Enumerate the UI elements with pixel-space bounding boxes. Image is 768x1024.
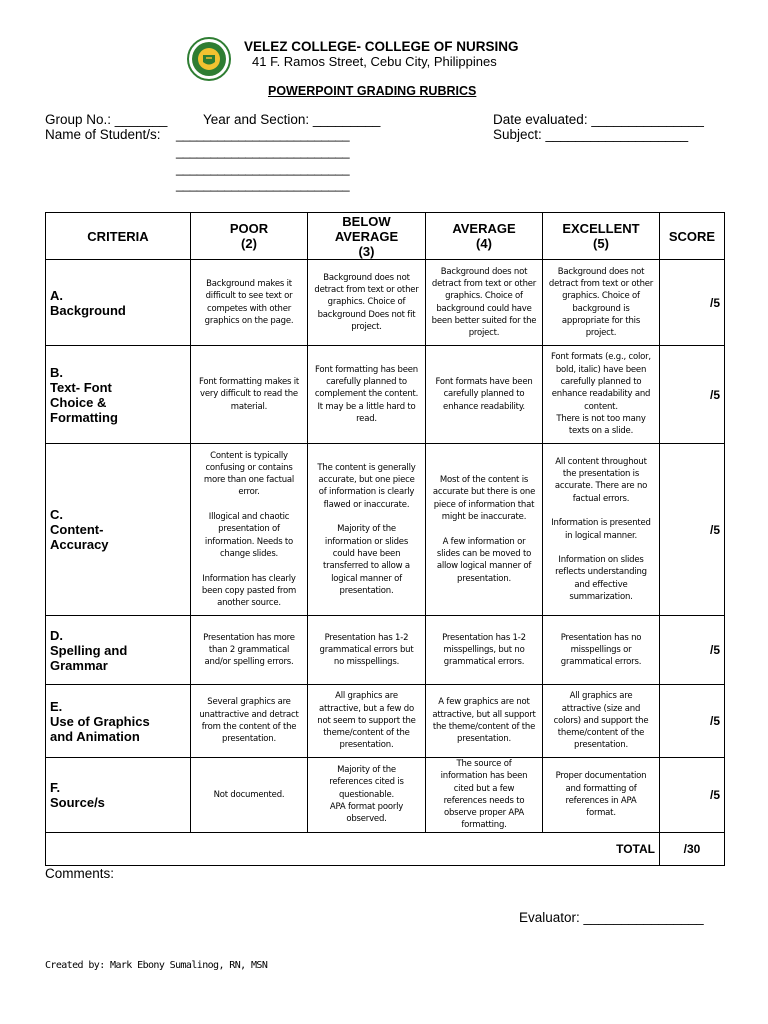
criteria-letter: E. [50, 698, 63, 714]
subject-field: Subject: ___________________ [493, 127, 689, 142]
score-cell: /5 [660, 616, 725, 685]
score-cell: /5 [660, 685, 725, 758]
poor-cell: Content is typically confusing or contains more than one factual error. Illogical and chaotic presentation of information. Needs to change slides. Information has clearly been copy pasted from another source. [191, 444, 308, 616]
rubric-table [45, 212, 725, 866]
below-average-cell: The content is generally accurate, but one piece of information is clearly flawed or inaccurate. Majority of the information or slides could have been transferred to allow a logical manner of presentation. [308, 444, 426, 616]
criteria-cell [46, 260, 191, 346]
below-average-cell: Majority of the references cited is questionable. APA format poorly observed. [308, 758, 426, 833]
poor-cell: Not documented. [191, 758, 308, 833]
table-row [46, 260, 725, 346]
criteria-label: Text- Font Choice & Formatting [50, 379, 118, 425]
below-average-cell: Presentation has 1-2 grammatical errors but no misspellings. [308, 616, 426, 685]
name-blank-line: _________________________ [176, 127, 350, 142]
criteria-cell [46, 346, 191, 444]
header-average: AVERAGE (4) [426, 213, 543, 260]
college-name: VELEZ COLLEGE- COLLEGE OF NURSING [244, 39, 519, 54]
below-average-cell: Font formatting has been carefully planned to complement the content. It may be a little hard to read. [308, 346, 426, 444]
table-row [46, 685, 725, 758]
excellent-cell: Font formats (e.g., color, bold, italic) have been carefully planned to enhance readability and content. There is not too many texts on a slide. [543, 346, 660, 444]
name-blank-line: _________________________ [176, 161, 350, 176]
criteria-letter: D. [50, 627, 63, 643]
criteria-letter: B. [50, 364, 63, 380]
header-below-average: BELOW AVERAGE (3) [308, 213, 426, 260]
score-cell: /5 [660, 346, 725, 444]
date-evaluated-field: Date evaluated: _______________ [493, 112, 704, 127]
table-row [46, 444, 725, 616]
excellent-cell: Presentation has no misspellings or grammatical errors. [543, 616, 660, 685]
criteria-cell [46, 685, 191, 758]
table-row [46, 616, 725, 685]
excellent-cell: All content throughout the presentation is accurate. There are no factual errors. Information is presented in logical manner. Information on slides reflects understanding and effective summarization. [543, 444, 660, 616]
total-row [46, 832, 725, 865]
criteria-label: Background [50, 302, 126, 318]
criteria-letter: C. [50, 507, 63, 522]
poor-cell: Presentation has more than 2 grammatical and/or spelling errors. [191, 616, 308, 685]
page-title: POWERPOINT GRADING RUBRICS [268, 84, 477, 98]
group-no-field: Group No.: _______ [45, 112, 168, 127]
total-label: TOTAL [46, 832, 660, 865]
criteria-label: Content- Accuracy [50, 522, 109, 552]
excellent-cell: Proper documentation and formatting of references in APA format. [543, 758, 660, 833]
table-row [46, 758, 725, 833]
excellent-cell: All graphics are attractive (size and colors) and support the theme/content of the presentation. [543, 685, 660, 758]
criteria-letter: A. [50, 287, 63, 303]
name-students-label: Name of Student/s: [45, 127, 161, 142]
average-cell: Most of the content is accurate but there is one piece of information that might be inaccurate. A few information or slides can be moved to allow logical manner of presentation. [426, 444, 543, 616]
criteria-label: Source/s [50, 794, 105, 810]
score-cell: /5 [660, 758, 725, 833]
average-cell: A few graphics are not attractive, but all support the theme/content of the presentation. [426, 685, 543, 758]
year-section-field: Year and Section: _________ [203, 112, 381, 127]
criteria-cell [46, 444, 191, 616]
poor-cell: Background makes it difficult to see text or competes with other graphics on the page. [191, 260, 308, 346]
header-poor: POOR (2) [191, 213, 308, 260]
table-row [46, 346, 725, 444]
name-blank-line: _________________________ [176, 144, 350, 159]
average-cell: Font formats have been carefully planned to enhance readability. [426, 346, 543, 444]
criteria-letter: F. [50, 779, 61, 795]
average-cell: Background does not detract from text or other graphics. Choice of background could have been better suited for the project. [426, 260, 543, 346]
criteria-label: Use of Graphics and Animation [50, 713, 150, 744]
header-criteria: CRITERIA [46, 213, 191, 260]
average-cell: The source of information has been cited but a few references needs to observe proper APA formatting. [426, 758, 543, 833]
poor-cell: Font formatting makes it very difficult to read the material. [191, 346, 308, 444]
header-excellent: EXCELLENT (5) [543, 213, 660, 260]
criteria-cell [46, 758, 191, 833]
name-blank-line: _________________________ [176, 177, 350, 192]
college-address: 41 F. Ramos Street, Cebu City, Philippines [252, 54, 497, 69]
score-cell: /5 [660, 260, 725, 346]
below-average-cell: Background does not detract from text or other graphics. Choice of background Does not fit project. [308, 260, 426, 346]
score-cell: /5 [660, 444, 725, 616]
poor-cell: Several graphics are unattractive and detract from the content of the presentation. [191, 685, 308, 758]
criteria-cell [46, 616, 191, 685]
criteria-label: Spelling and Grammar [50, 642, 128, 673]
created-by: Created by: Mark Ebony Sumalinog, RN, MSN [45, 960, 268, 971]
average-cell: Presentation has 1-2 misspellings, but no grammatical errors. [426, 616, 543, 685]
college-logo [187, 37, 231, 81]
table-header-row [46, 213, 725, 260]
excellent-cell: Background does not detract from text or other graphics. Choice of background is appropriate for this project. [543, 260, 660, 346]
header-score: SCORE [660, 213, 725, 260]
below-average-cell: All graphics are attractive, but a few do not seem to support the theme/content of the presentation. [308, 685, 426, 758]
comments-label: Comments: [45, 866, 115, 881]
evaluator-field: Evaluator: ________________ [519, 910, 704, 925]
total-score: /30 [660, 832, 725, 865]
